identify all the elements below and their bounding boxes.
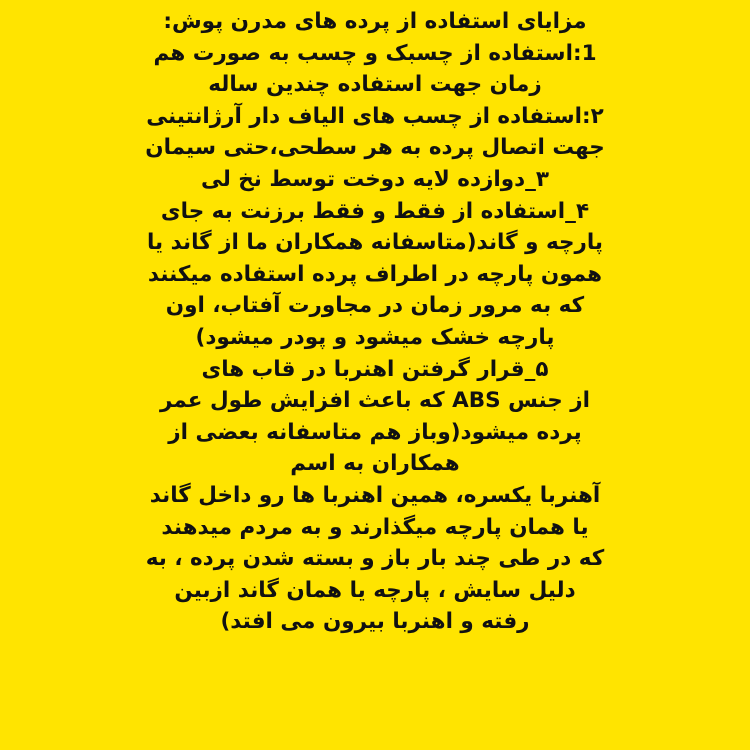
text-line-12: ۵_قرار گرفتن اهنربا در قاب های <box>201 356 549 382</box>
text-line-5: جهت اتصال پرده به هر سطحی،حتی سیمان <box>145 135 605 161</box>
text-line-9: همون پارچه در اطراف پرده استفاده میکنند <box>147 261 603 287</box>
text-line-2: 1:استفاده از چسبک و چسب به صورت هم <box>153 40 597 66</box>
text-line-7: ۴_استفاده از فقط و فقط برزنت به جای <box>160 198 590 224</box>
text-line-17: یا همان پارچه میگذارند و به مردم میدهند <box>161 514 589 540</box>
text-line-6: ۳_دوازده لایه دوخت توسط نخ لی <box>200 166 550 192</box>
text-line-15: همکاران به اسم <box>290 451 460 477</box>
text-line-10: که به مرور زمان در مجاورت آفتاب، اون <box>165 293 585 319</box>
text-line-20: رفته و اهنربا بیرون می افتد) <box>220 609 530 635</box>
text-line-13: از جنس ABS که باعث افزایش طول عمر <box>160 388 590 414</box>
text-line-14: پرده میشود(وباز هم متاسفانه بعضی از <box>168 419 582 445</box>
text-line-16: آهنربا یکسره، همین اهنربا ها رو داخل گاند <box>149 482 601 508</box>
text-line-8: پارچه و گاند(متاسفانه همکاران ما از گاند یا <box>146 230 603 256</box>
text-block <box>22 6 728 638</box>
text-line-19: دلیل سایش ، پارچه یا همان گاند ازبین <box>174 577 576 603</box>
text-line-18: که در طی چند بار باز و بسته شدن پرده ، به <box>145 546 605 572</box>
text-line-11: پارچه خشک میشود و پودر میشود) <box>195 324 555 350</box>
text-line-1: مزایای استفاده از پرده های مدرن پوش: <box>163 9 587 34</box>
text-line-3: زمان جهت استفاده چندین ساله <box>208 72 542 98</box>
text-line-4: ۲:استفاده از چسب های الیاف دار آرژانتینی <box>146 103 604 129</box>
